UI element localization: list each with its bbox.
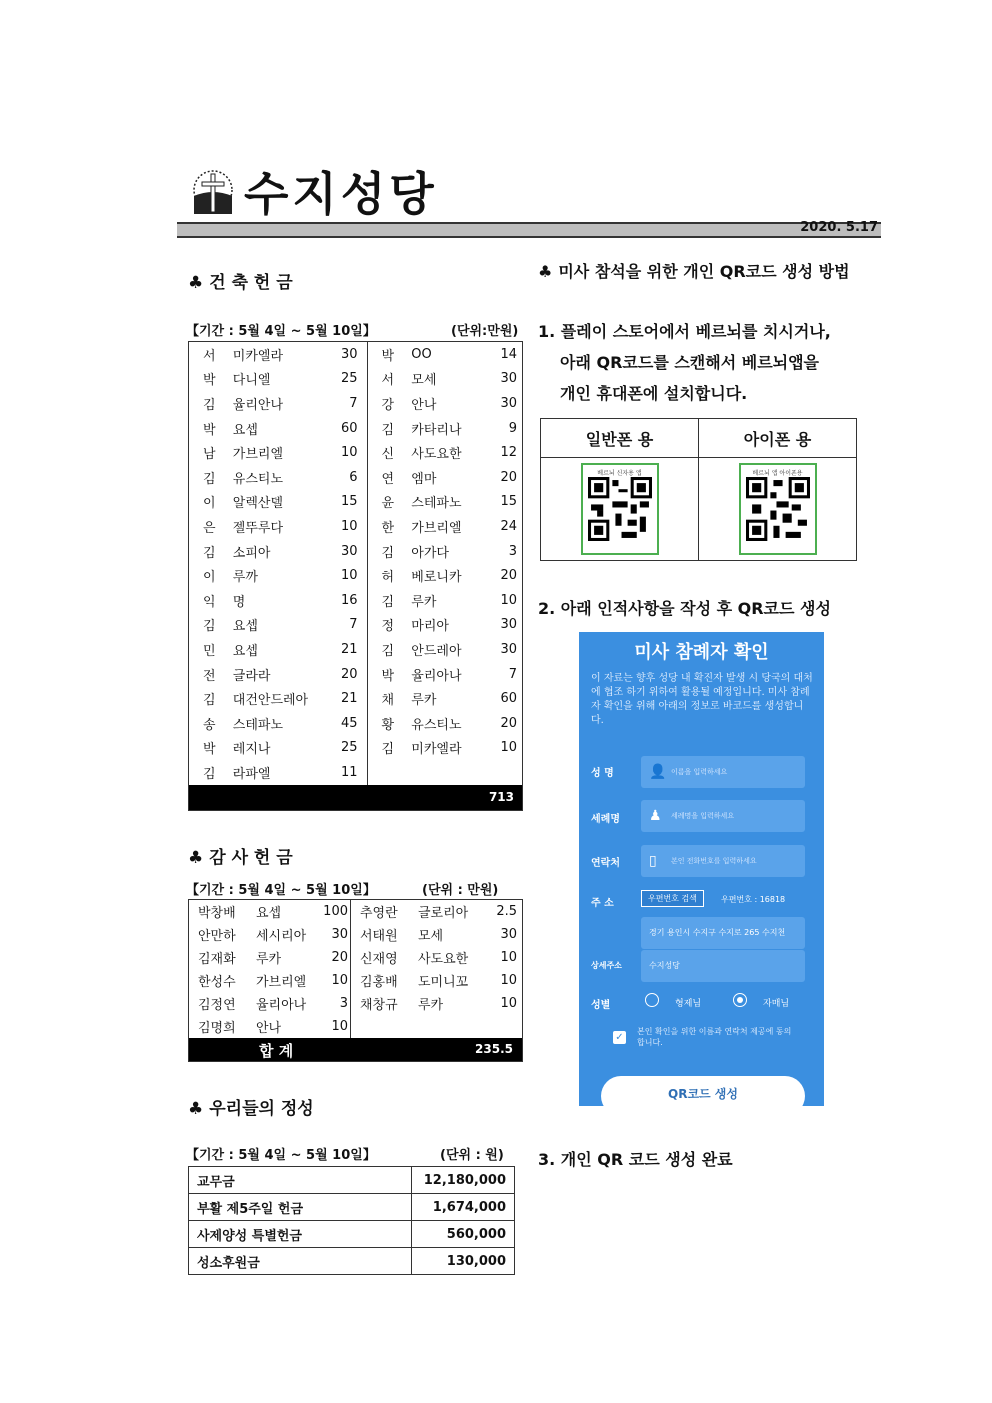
table-cell: 한성수: [198, 975, 236, 990]
table-cell: 루카: [411, 693, 437, 709]
address-label: 주 소: [591, 898, 614, 909]
table-cell: 베로니카: [411, 570, 462, 586]
club-icon: ♣: [188, 273, 204, 293]
table-cell: 정: [381, 619, 395, 635]
table-cell: 20: [322, 662, 367, 687]
table-row: [189, 1194, 515, 1221]
thanks-unit: (단위 : 만원): [422, 883, 499, 898]
table-cell: 김: [203, 397, 216, 413]
phone-icon: ▯: [649, 853, 657, 869]
postal-code: 우편번호 : 16818: [721, 895, 786, 904]
table-cell: 15: [322, 490, 367, 515]
table-cell: 20: [500, 715, 517, 731]
table-cell: 대건안드레아: [232, 693, 309, 709]
table-cell: 미카엘라: [232, 348, 283, 364]
building-total: 713: [189, 785, 523, 811]
table-cell: 루카: [411, 594, 437, 610]
table-cell: 2.5: [496, 904, 517, 919]
table-cell: 10: [322, 514, 367, 539]
lock-person-icon: ♟: [649, 808, 662, 824]
table-cell: 12: [500, 445, 517, 461]
app-description: 이 자료는 향후 성당 내 확진자 발생 시 당국의 대처에 협조 하기 위하여 활용될 예정입니다. 미사 참례자 확인을 위해 아래의 정보로 바코드를 생성합니다.: [591, 673, 813, 726]
table-row: [189, 514, 523, 539]
club-icon: ♣: [538, 262, 553, 281]
table-cell: 마리아: [411, 619, 449, 635]
table-cell: 스테파노: [232, 717, 283, 733]
table-cell: 강: [381, 397, 395, 413]
android-column-header: 일반폰 용: [541, 419, 699, 458]
table-cell: 가브리엘: [256, 975, 307, 990]
consent-text: 본인 확인을 위한 이름과 연락처 제공에 동의 합니다.: [637, 1027, 792, 1047]
offering-amount: 12,180,000: [412, 1167, 515, 1194]
table-cell: 김: [203, 471, 216, 487]
table-cell: 다니엘: [232, 373, 271, 389]
app-title: 미사 참례자 확인: [634, 642, 769, 663]
table-cell: 라파엘: [232, 766, 271, 782]
thanks-table: [188, 899, 523, 1062]
table-cell: 14: [500, 346, 517, 362]
club-icon: ♣: [188, 848, 204, 868]
table-row: [189, 662, 523, 687]
table-row: [189, 711, 523, 736]
offerings-period: 【기간 : 5월 4일 ~ 5월 10일】: [186, 1148, 376, 1163]
app-screenshot: [579, 632, 824, 1106]
thanks-total-label: 합 계: [259, 1042, 294, 1060]
table-cell: 안나: [256, 1021, 282, 1036]
building-table: [188, 341, 523, 811]
table-cell: 아가다: [411, 545, 449, 561]
table-cell: 서태원: [360, 929, 398, 944]
table-cell: [418, 1015, 480, 1038]
table-cell: 가브리엘: [411, 520, 462, 536]
table-cell: 채창규: [360, 998, 398, 1013]
baptism-label: 세례명: [591, 814, 620, 825]
table-cell: 15: [500, 494, 517, 510]
name-input[interactable]: 👤 이름을 입력하세요: [641, 756, 805, 788]
table-cell: 명: [232, 594, 246, 610]
table-cell: 가브리엘: [232, 447, 283, 463]
table-cell: 은: [203, 520, 216, 536]
table-cell: 스테파노: [411, 496, 462, 512]
table-cell: 루카: [256, 952, 282, 967]
qr-android-label: 베르뇌 신자용 앱: [597, 470, 642, 477]
table-cell: 30: [500, 371, 517, 387]
table-cell: 45: [322, 711, 367, 736]
table-cell: 젤뚜루다: [232, 520, 283, 536]
offerings-unit: (단위 : 원): [440, 1148, 504, 1163]
offering-name: 교무금: [189, 1167, 412, 1194]
table-cell: 사도요한: [411, 447, 462, 463]
table-cell: 한: [381, 520, 395, 536]
male-radio[interactable]: [645, 993, 659, 1007]
table-cell: 25: [322, 367, 367, 392]
header-bar: [177, 222, 881, 238]
table-cell: 요셉: [256, 906, 282, 921]
table-cell: 율리아나: [411, 668, 462, 684]
table-cell: 전: [203, 668, 216, 684]
table-cell: [367, 760, 411, 785]
qr-pattern-icon: [746, 477, 810, 541]
table-row: [189, 923, 523, 946]
table-cell: 박: [203, 422, 216, 438]
table-cell: 김: [203, 693, 216, 709]
table-cell: 사도요한: [418, 952, 469, 967]
table-cell: 유스티노: [411, 717, 462, 733]
table-cell: 박창배: [198, 906, 236, 921]
table-cell: 레지나: [232, 742, 271, 758]
table-cell: 율리안나: [232, 397, 283, 413]
table-cell: 익: [203, 594, 216, 610]
table-cell: 루카: [418, 998, 444, 1013]
table-cell: 추영란: [360, 906, 398, 921]
iphone-column-header: 아이폰 용: [699, 419, 857, 458]
table-cell: 미카엘라: [411, 742, 462, 758]
table-cell: 11: [322, 760, 367, 785]
table-cell: 세시리아: [256, 929, 307, 944]
table-cell: 25: [322, 736, 367, 761]
table-cell: 10: [318, 1015, 351, 1038]
table-row: [189, 342, 523, 367]
table-cell: [500, 760, 522, 785]
table-cell: [411, 760, 500, 785]
table-row: [189, 563, 523, 588]
table-cell: 30: [500, 617, 517, 633]
table-cell: 30: [322, 342, 367, 367]
table-cell: 7: [322, 613, 367, 638]
table-row: [189, 969, 523, 992]
table-cell: 10: [500, 950, 517, 965]
table-cell: 30: [322, 539, 367, 564]
issue-date: 2020. 5.17: [800, 220, 878, 235]
table-cell: 3: [508, 543, 517, 559]
table-cell: 21: [322, 637, 367, 662]
table-cell: 카타리나: [411, 422, 462, 438]
table-cell: OO: [411, 346, 432, 362]
table-cell: 김재화: [198, 952, 236, 967]
table-row: [189, 416, 523, 441]
table-row: [189, 1015, 523, 1038]
qr-code-iphone[interactable]: [739, 463, 817, 555]
qr-download-table: [540, 418, 857, 561]
table-cell: 김홍배: [360, 975, 398, 990]
table-row: [189, 637, 523, 662]
table-cell: 10: [500, 740, 517, 756]
table-row: [189, 367, 523, 392]
table-cell: 30: [500, 927, 517, 942]
detail-address-input[interactable]: 수지성당: [641, 950, 805, 982]
table-cell: 김: [203, 545, 216, 561]
table-cell: 김: [381, 742, 395, 758]
table-cell: 30: [500, 641, 517, 657]
table-cell: 김: [381, 545, 395, 561]
table-cell: 요셉: [232, 619, 258, 635]
table-cell: 박: [203, 373, 216, 389]
table-cell: 서: [203, 348, 216, 364]
table-cell: 김: [203, 766, 216, 782]
table-row: [189, 440, 523, 465]
table-cell: [351, 1015, 419, 1038]
building-unit: (단위:만원): [451, 324, 519, 339]
address-input[interactable]: 경기 용인시 수지구 수지로 265 수지천: [641, 917, 805, 949]
table-cell: 연: [381, 471, 395, 487]
table-cell: 김: [203, 619, 216, 635]
table-cell: 10: [318, 969, 351, 992]
male-label: 형제님: [675, 999, 702, 1009]
offering-amount: 560,000: [412, 1221, 515, 1248]
table-row: [189, 736, 523, 761]
table-cell: 10: [500, 592, 517, 608]
table-cell: 16: [322, 588, 367, 613]
table-cell: [480, 1015, 523, 1038]
qr-code-android[interactable]: [581, 463, 659, 555]
table-cell: 안나: [411, 397, 437, 413]
table-row: [189, 992, 523, 1015]
table-cell: 송: [203, 717, 216, 733]
table-cell: 신: [381, 447, 395, 463]
table-cell: 김: [381, 422, 395, 438]
table-cell: 알렉산델: [232, 496, 283, 512]
table-row: [189, 1167, 515, 1194]
table-cell: 3: [318, 992, 351, 1015]
table-cell: 10: [322, 563, 367, 588]
table-cell: 20: [500, 469, 517, 485]
table-cell: 이: [203, 570, 216, 586]
offering-name: 성소후원금: [189, 1248, 412, 1275]
table-row: [189, 946, 523, 969]
table-cell: 율리아나: [256, 998, 307, 1013]
offerings-section-title: ♣ 우리들의 정성: [188, 1099, 314, 1119]
table-cell: 유스티노: [232, 471, 283, 487]
table-row: [189, 1221, 515, 1248]
postal-search-button[interactable]: 우편번호 검색: [641, 890, 704, 907]
table-cell: 글로리아: [418, 906, 469, 921]
table-cell: 신재영: [360, 952, 398, 967]
offering-amount: 1,674,000: [412, 1194, 515, 1221]
qr-section-title: ♣ 미사 참석을 위한 개인 QR코드 생성 방법: [538, 262, 850, 281]
table-row: [189, 760, 523, 785]
table-cell: 박: [203, 742, 216, 758]
table-row: [189, 490, 523, 515]
building-section-title: ♣ 건 축 헌 금: [188, 273, 293, 293]
baptism-input[interactable]: ♟ 세례명을 입력하세요: [641, 800, 805, 832]
table-cell: 요셉: [232, 643, 258, 659]
table-cell: 30: [318, 923, 351, 946]
table-cell: 윤: [381, 496, 395, 512]
table-cell: 모세: [411, 373, 437, 389]
female-radio[interactable]: [733, 993, 747, 1007]
table-cell: 박: [381, 668, 395, 684]
table-cell: 김정연: [198, 998, 236, 1013]
offering-amount: 130,000: [412, 1248, 515, 1275]
table-row: [189, 588, 523, 613]
table-cell: 안드레아: [411, 643, 462, 659]
page-title: 수지성당: [244, 167, 438, 221]
table-cell: 10: [500, 996, 517, 1011]
offering-name: 부활 제5주일 헌금: [189, 1194, 412, 1221]
table-row: [189, 900, 523, 924]
table-cell: 60: [322, 416, 367, 441]
table-cell: 채: [381, 693, 395, 709]
table-row: [189, 686, 523, 711]
table-row: [189, 465, 523, 490]
table-row: [189, 613, 523, 638]
table-row: [189, 539, 523, 564]
offerings-table: [188, 1166, 515, 1275]
table-row: [189, 391, 523, 416]
phone-input[interactable]: ▯ 본인 전화번호를 입력하세요: [641, 845, 805, 877]
table-cell: 20: [318, 946, 351, 969]
thanks-total: 235.5: [475, 1042, 513, 1056]
person-icon: 👤: [649, 764, 667, 780]
table-cell: 김명희: [198, 1021, 236, 1036]
thanks-section-title: ♣ 감 사 헌 금: [188, 848, 293, 868]
table-cell: 김: [381, 643, 395, 659]
table-cell: 21: [322, 686, 367, 711]
gender-label: 성별: [591, 1000, 611, 1011]
table-cell: 민: [203, 643, 216, 659]
table-cell: 7: [322, 391, 367, 416]
building-period: 【기간 : 5월 4일 ~ 5월 10일】: [186, 324, 376, 339]
table-cell: 이: [203, 496, 216, 512]
table-cell: 9: [508, 420, 517, 436]
table-cell: 24: [500, 518, 517, 534]
table-cell: 안만하: [198, 929, 236, 944]
step2-text: 2. 아래 인적사항을 작성 후 QR코드 생성: [538, 599, 831, 618]
table-cell: 루까: [232, 570, 258, 586]
table-cell: 60: [500, 691, 517, 707]
thanks-period: 【기간 : 5월 4일 ~ 5월 10일】: [186, 883, 376, 898]
name-label: 성 명: [591, 768, 614, 779]
consent-checkbox[interactable]: ✓: [613, 1031, 626, 1044]
detail-address-label: 상세주소: [591, 961, 622, 970]
table-cell: 박: [381, 348, 395, 364]
table-cell: 소피아: [232, 545, 271, 561]
table-cell: 모세: [418, 929, 444, 944]
table-cell: 황: [381, 717, 395, 733]
table-row: [189, 1248, 515, 1275]
table-cell: 6: [322, 465, 367, 490]
table-cell: 30: [500, 395, 517, 411]
table-cell: 20: [500, 568, 517, 584]
female-label: 자매님: [763, 999, 790, 1009]
club-icon: ♣: [188, 1099, 204, 1119]
table-cell: 엠마: [411, 471, 437, 487]
table-cell: 서: [381, 373, 395, 389]
table-cell: 10: [322, 440, 367, 465]
table-cell: 7: [508, 666, 517, 682]
table-cell: 도미니꼬: [418, 975, 469, 990]
step3-text: 3. 개인 QR 코드 생성 완료: [538, 1150, 733, 1169]
step1-text: 1. 플레이 스토어에서 베르뇌를 치시거나, 아래 QR코드를 스캔해서 베르뇌앱을 개인 휴대폰에 설치합니다.: [538, 322, 831, 403]
table-cell: 김: [381, 594, 395, 610]
table-cell: 남: [203, 447, 216, 463]
qr-iphone-label: 베르뇌 앱 아이폰용: [752, 470, 803, 477]
phone-label: 연락처: [591, 858, 620, 869]
table-cell: 허: [381, 570, 395, 586]
parish-logo: [190, 168, 236, 220]
offering-name: 사제양성 특별헌금: [189, 1221, 412, 1248]
table-cell: 10: [500, 973, 517, 988]
table-cell: 글라라: [232, 668, 271, 684]
generate-qr-button[interactable]: QR코드 생성: [601, 1076, 805, 1106]
table-cell: 100: [318, 900, 351, 924]
table-cell: 요셉: [232, 422, 258, 438]
qr-pattern-icon: [588, 477, 652, 541]
